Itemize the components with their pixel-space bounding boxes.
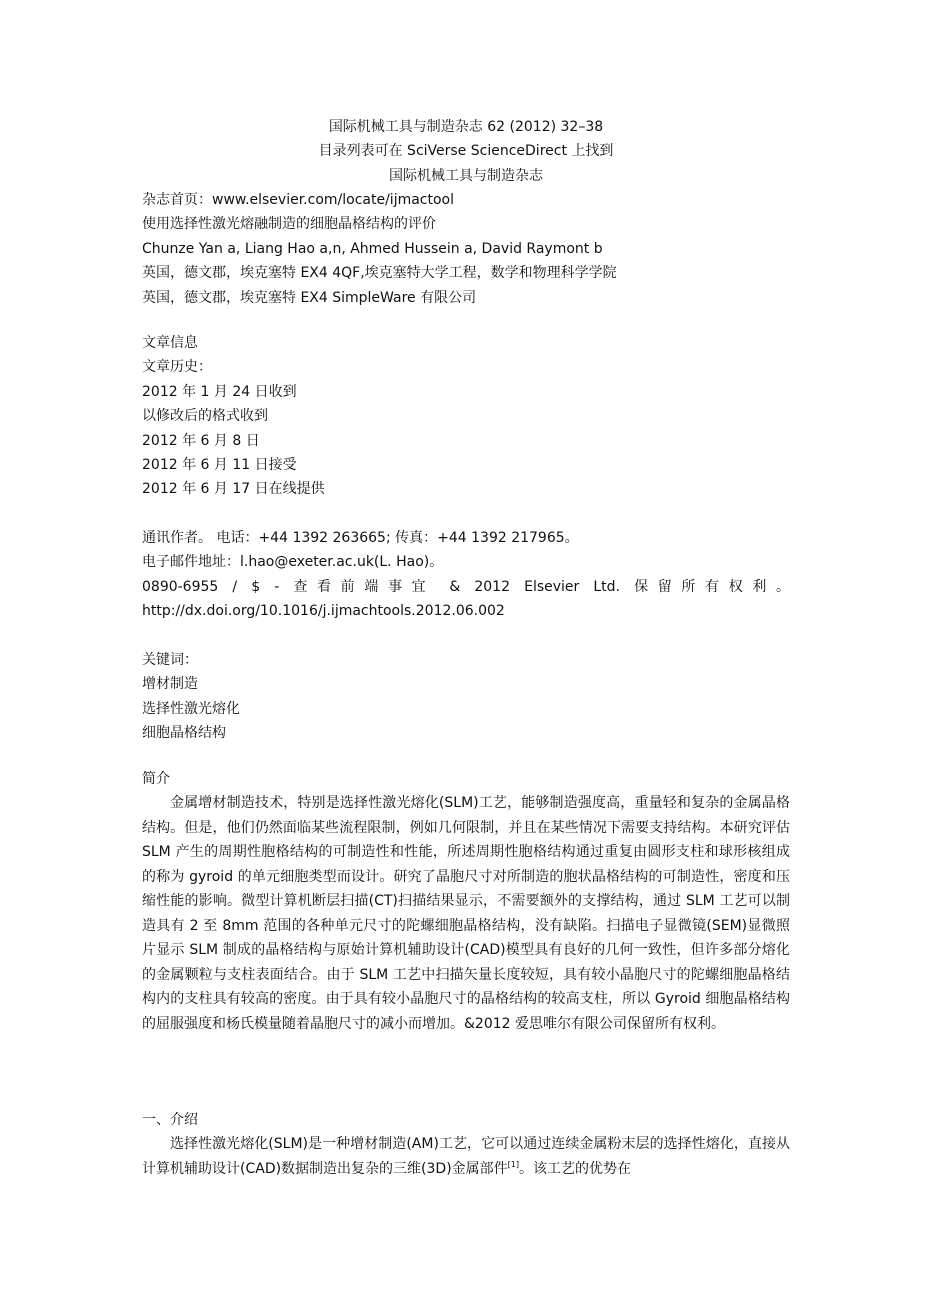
introduction-heading: 一、介绍 — [142, 1112, 198, 1128]
copyright-line: 0890-6955 / $ - 查看前端事宜 & 2012 Elsevier Ltd. 保留所有权利。 — [142, 578, 790, 595]
introduction-section — [142, 1108, 790, 1181]
keywords-heading: 关键词： — [142, 652, 198, 668]
citation-ref[interactable]: [1] — [507, 1159, 520, 1169]
keyword-item: 增材制造 — [142, 676, 198, 693]
affiliation-a: 英国，德文郡，埃克塞特 EX4 4QF,埃克塞特大学工程，数学和物理科学学院 — [142, 265, 617, 282]
contents-list-note: 目录列表可在 SciVerse ScienceDirect 上找到 — [318, 143, 614, 160]
accepted-date: 2012 年 6 月 11 日接受 — [142, 457, 297, 474]
intro-text-part2: 。该工艺的优势在 — [519, 1160, 632, 1177]
corresponding-author-contact: 通讯作者。 电话：+44 1392 263665; 传真：+44 1392 217965。 — [142, 530, 579, 546]
keyword-item: 选择性激光熔化 — [142, 700, 240, 717]
correspondence — [142, 526, 790, 624]
journal-header — [142, 115, 790, 188]
journal-homepage: 杂志首页：www.elsevier.com/locate/ijmactool — [142, 192, 455, 208]
revised-date: 2012 年 6 月 8 日 — [142, 432, 260, 449]
received-date: 2012 年 1 月 24 日收到 — [142, 383, 297, 400]
abstract-heading: 简介 — [142, 771, 170, 787]
introduction-text — [142, 1132, 790, 1181]
online-date: 2012 年 6 月 17 日在线提供 — [142, 481, 325, 498]
revised-label: 以修改后的格式收到 — [142, 408, 268, 425]
affiliation-b: 英国，德文郡，埃克塞特 EX4 SimpleWare 有限公司 — [142, 289, 477, 306]
keywords-section — [142, 648, 790, 746]
article-history-label: 文章历史： — [142, 359, 212, 376]
corresponding-email: 电子邮件地址：l.hao@exeter.ac.uk(L. Hao)。 — [142, 554, 444, 571]
abstract-text: 金属增材制造技术，特别是选择性激光熔化(SLM)工艺，能够制造强度高，重量轻和复杂的金属晶格结构。但是，他们仍然面临某些流程限制，例如几何限制，并且在某些情况下需要支持结构。本研究评估 SLM 产生的周期性胞格结构的可制造性和性能，所述周期性胞格结构通过重复由圆形支柱和球形核组成的称为 gyroid 的单元细胞类型而设计。研究了晶胞尺寸对所制造的胞状晶格结构的可制造性，密度和压缩性能的影响。微型计算机断层扫描(CT)扫描结果显示，不需要额外的支撑结构，通过 SLM 工艺可以制造具有 2 至 8mm 范围的各种单元尺寸的陀螺细胞晶格结构，没有缺陷。扫描电子显微镜(SEM)显微照片显示 SLM 制成的晶格结构与原始计算机辅助设计(CAD)模型具有良好的几何一致性，但许多部分熔化的金属颗粒与支柱表面结合。由于 SLM 工艺中扫描矢量长度较短，具有较小晶胞尺寸的陀螺细胞晶格结构内的支柱具有较高的密度。由于具有较小晶胞尺寸的晶格结构的较高支柱，所以 Gyroid 细胞晶格结构的屈服强度和杨氏模量随着晶胞尺寸的减小而增加。&2012 爱思唯尔有限公司保留所有权利。 — [142, 795, 790, 1032]
article-title: 使用选择性激光熔融制造的细胞晶格结构的评价 — [142, 216, 436, 233]
abstract-section — [142, 767, 790, 1036]
journal-name: 国际机械工具与制造杂志 — [389, 167, 543, 184]
author-list: Chunze Yan a, Liang Hao a,n, Ahmed Hussein a, David Raymont b — [142, 240, 603, 257]
article-info-heading: 文章信息 — [142, 335, 198, 351]
article-info — [142, 331, 790, 502]
article-meta — [142, 188, 790, 310]
journal-citation: 国际机械工具与制造杂志 62 (2012) 32–38 — [328, 119, 604, 135]
keyword-item: 细胞晶格结构 — [142, 725, 226, 742]
doi-link[interactable]: http://dx.doi.org/10.1016/j.ijmachtools.2012.06.002 — [142, 603, 505, 620]
intro-text-part1: 选择性激光熔化(SLM)是一种增材制造(AM)工艺，它可以通过连续金属粉末层的选择性熔化，直接从计算机辅助设计(CAD)数据制造出复杂的三维(3D)金属部件 — [142, 1136, 790, 1177]
